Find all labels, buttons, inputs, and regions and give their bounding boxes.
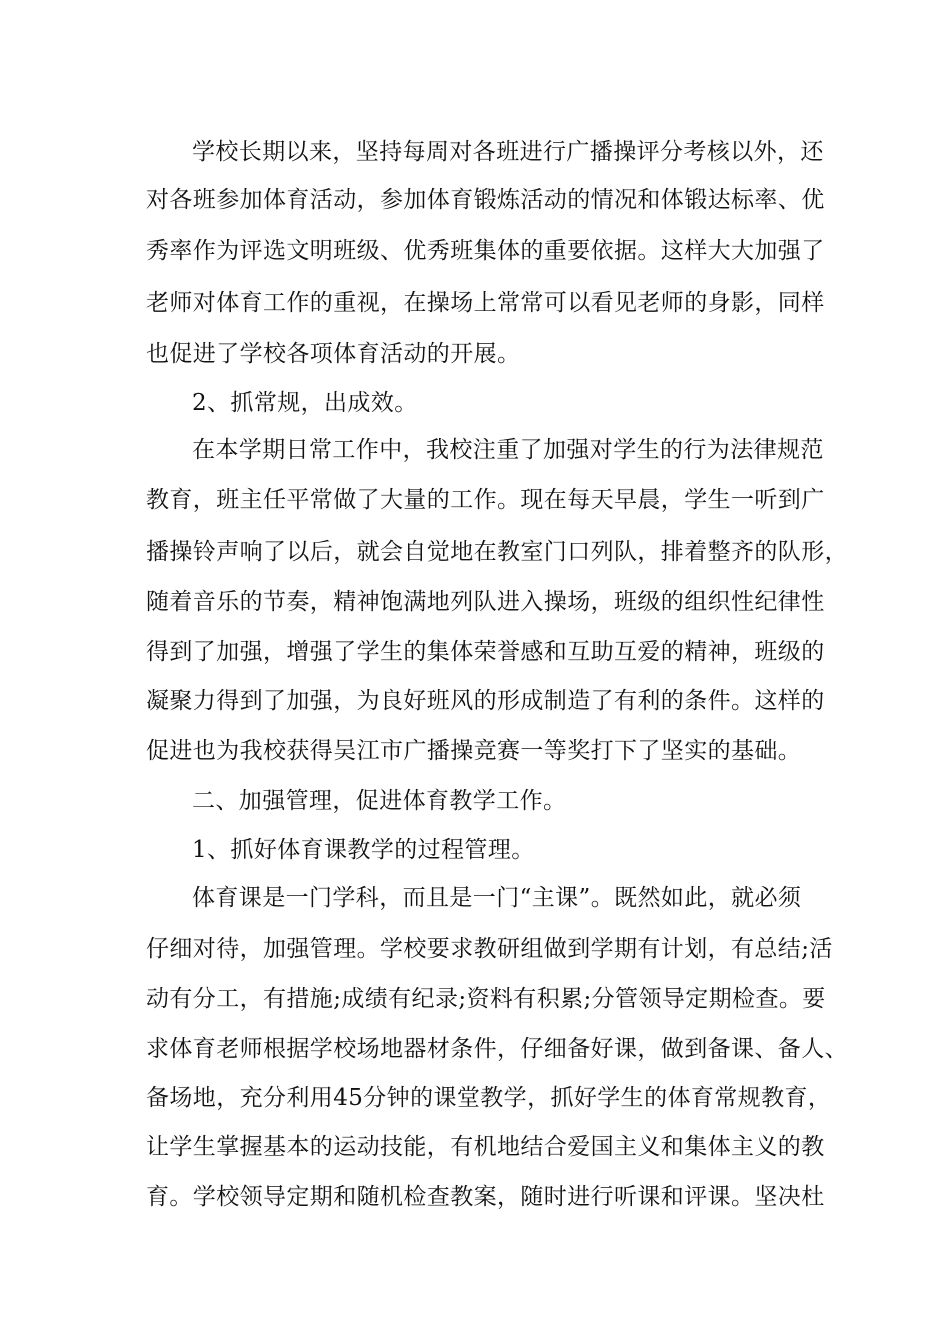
- paragraph-line: 得到了加强，增强了学生的集体荣誉感和互助互爱的精神，班级的: [146, 639, 825, 665]
- paragraph-line: 教育，班主任平常做了大量的工作。现在每天早晨，学生一听到广: [146, 487, 825, 513]
- paragraph-line: 在本学期日常工作中，我校注重了加强对学生的行为法律规范: [192, 437, 824, 463]
- paragraph-line: 老师对体育工作的重视，在操场上常常可以看见老师的身影，同样: [146, 290, 825, 316]
- paragraph-line: 凝聚力得到了加强，为良好班风的形成制造了有利的条件。这样的: [146, 688, 825, 714]
- paragraph-line: 对各班参加体育活动，参加体育锻炼活动的情况和体锻达标率、优: [146, 187, 825, 213]
- paragraph-line: 仔细对待，加强管理。学校要求教研组做到学期有计划，有总结;活: [146, 936, 833, 962]
- paragraph-line: 体育课是一门学科，而且是一门“主课”。既然如此，就必须: [192, 885, 802, 911]
- paragraph-line: 播操铃声响了以后，就会自觉地在教室门口列队，排着整齐的队形，: [146, 539, 848, 565]
- section-heading: 二、加强管理，促进体育教学工作。: [192, 788, 567, 814]
- paragraph-line: 随着音乐的节奏，精神饱满地列队进入操场，班级的组织性纪律性: [146, 589, 825, 615]
- paragraph-line: 学校长期以来，坚持每周对各班进行广播操评分考核以外，还: [192, 139, 824, 165]
- paragraph-line: 促进也为我校获得吴江市广播操竞赛一等奖打下了坚实的基础。: [146, 738, 802, 764]
- section-heading: 2、抓常规，出成效。: [192, 390, 418, 416]
- paragraph-line: 动有分工，有措施;成绩有纪录;资料有积累;分管领导定期检查。要: [146, 986, 826, 1012]
- paragraph-line: 也促进了学校各项体育活动的开展。: [146, 341, 521, 367]
- paragraph-line: 育。学校领导定期和随机检查教案，随时进行听课和评课。坚决杜: [146, 1184, 825, 1210]
- paragraph-line: 求体育老师根据学校场地器材条件，仔细备好课，做到备课、备人、: [146, 1036, 848, 1062]
- paragraph-line: 秀率作为评选文明班级、优秀班集体的重要依据。这样大大加强了: [146, 238, 825, 264]
- subsection-heading: 1、抓好体育课教学的过程管理。: [192, 837, 535, 863]
- paragraph-line: 让学生掌握基本的运动技能，有机地结合爱国主义和集体主义的教: [146, 1134, 825, 1160]
- paragraph-line: 备场地，充分利用45分钟的课堂教学，抓好学生的体育常规教育，: [146, 1085, 832, 1111]
